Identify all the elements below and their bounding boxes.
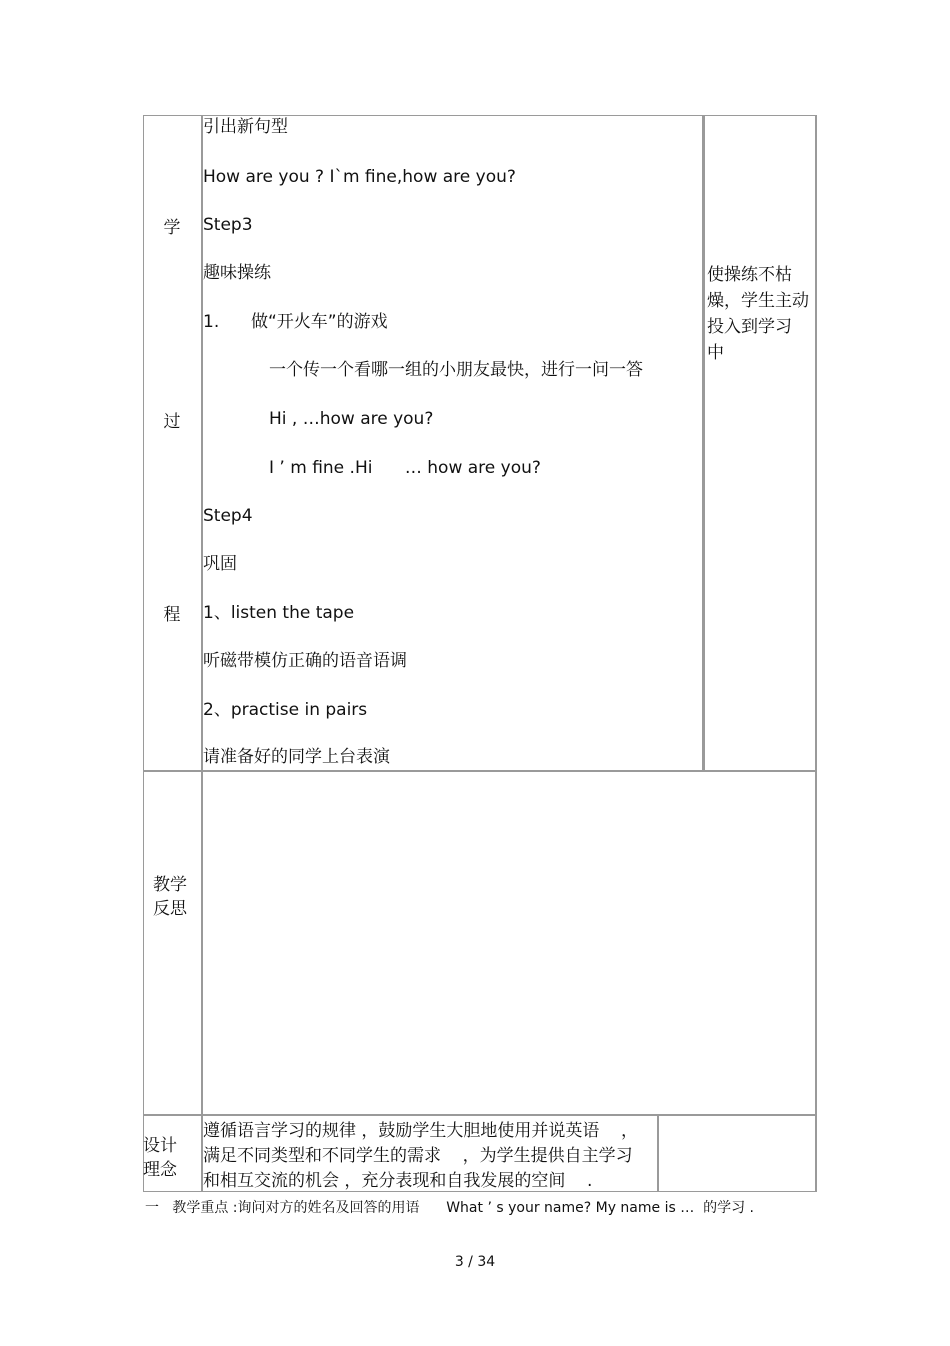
reflection-content-area [203,772,815,1114]
footer-note: 一 教学重点 :询问对方的姓名及回答的用语 What ’ s your name? My name is … 的学习 . [145,1200,755,1216]
process-label-char-1: 学 [163,218,181,238]
process-line-listen: 1、listen the tape [203,603,355,623]
process-line-game-q: Hi , …how are you? [269,409,434,429]
process-line-intro: 引出新句型 [203,117,288,137]
process-line-game-a: I ’ m fine .Hi … how are you? [269,458,541,478]
process-line-item1-text: 做“开火车”的游戏 [251,312,388,332]
reflection-bottom-border [143,1114,817,1116]
note-line-1: 使操练不枯 [707,265,792,285]
process-line-pairs: 2、practise in pairs [203,700,368,720]
process-line-step3: Step3 [203,215,253,235]
design-line-3: 和相互交流的机会 ，充分表现和自我发展的空间 . [203,1171,593,1191]
design-label-line-2: 理念 [143,1160,177,1180]
process-line-perform: 请准备好的同学上台表演 [203,747,390,767]
process-line-item1-number: 1. [203,312,220,332]
process-line-imitate: 听磁带模仿正确的语音语调 [203,651,407,671]
note-line-3: 投入到学习 [707,317,792,337]
page-number: 3 / 34 [454,1254,496,1270]
design-inner-divider [657,1114,659,1192]
process-line-game-desc: 一个传一个看哪一组的小朋友最快，进行一问一答 [269,360,643,380]
process-label-char-3: 程 [163,605,181,625]
table-right-border [815,115,817,1192]
note-line-4: 中 [707,343,724,363]
process-line-consolidate: 巩固 [203,554,237,574]
process-line-step4: Step4 [203,506,253,526]
design-label-line-1: 设计 [143,1136,177,1156]
reflection-label-line-1: 教学 [153,875,187,895]
note-col-divider [702,115,705,771]
reflection-label-line-2: 反思 [153,899,187,919]
table-left-border [143,115,144,1192]
process-label-char-2: 过 [163,412,181,432]
process-line-drill: 趣味操练 [203,263,271,283]
process-line-dialogue: How are you ? I`m fine,how are you? [203,167,516,187]
note-line-2: 燥，学生主动 [707,291,809,311]
design-line-2: 满足不同类型和不同学生的需求 ，为学生提供自主学习 [203,1146,633,1166]
design-line-1: 遵循语言学习的规律 ，鼓励学生大胆地使用并说英语 ， [203,1121,639,1141]
